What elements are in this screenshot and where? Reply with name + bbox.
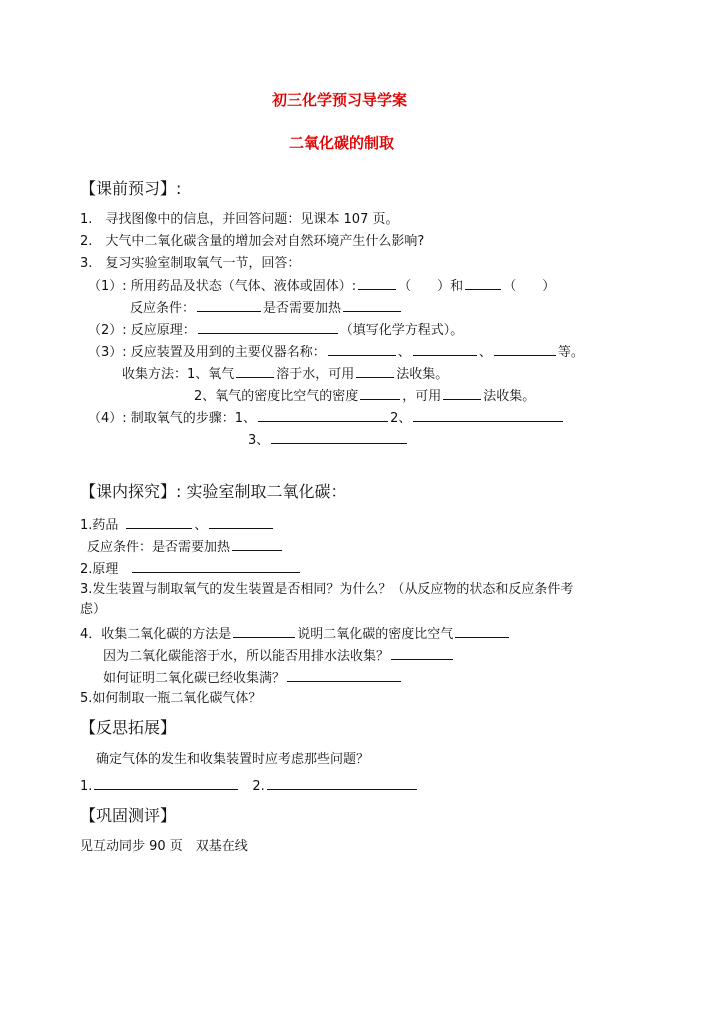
collect-text: 法收集。 — [483, 389, 536, 404]
answer-blank[interactable] — [443, 388, 481, 400]
answer-blank[interactable] — [360, 388, 400, 400]
answer-blank[interactable] — [328, 344, 396, 356]
page-title: 初三化学预习导学案 — [272, 91, 408, 109]
question-1: 1. 寻找图像中的信息，并回答问题：见课本 107 页。 — [80, 212, 399, 227]
q3-1-text: （ ）和 — [398, 279, 464, 294]
answer-blank[interactable] — [391, 648, 453, 660]
answer-blank[interactable] — [465, 278, 501, 290]
q3-4-step2: 2、 — [390, 411, 412, 426]
page-subtitle: 二氧化碳的制取 — [289, 134, 395, 152]
answer-blank[interactable] — [455, 626, 509, 638]
answer-blank[interactable] — [132, 561, 300, 573]
q3-3-end: 等。 — [557, 345, 584, 360]
explore-3-line-2: 虑） — [80, 602, 107, 617]
answer-blank[interactable] — [494, 344, 556, 356]
reflect-answer-1-label: 1. — [80, 779, 93, 794]
reflect-question: 确定气体的发生和收集装置时应考虑那些问题？ — [96, 752, 370, 767]
q3-3-sep: 、 — [478, 345, 492, 360]
explore-3-line-1: 3.发生装置与制取氧气的发生装置是否相同？为什么？（从反应物的状态和反应条件考 — [80, 582, 574, 597]
answer-blank[interactable] — [233, 626, 295, 638]
explore-1-line — [80, 517, 275, 532]
question-3-3-collect-1 — [122, 366, 448, 381]
q3-1-text: （ ） — [503, 279, 556, 294]
question-2: 2. 大气中二氧化碳含量的增加会对自然环境产生什么影响? — [80, 234, 425, 249]
answer-blank[interactable] — [271, 432, 407, 444]
q3-3-sep: 、 — [397, 345, 411, 360]
answer-blank[interactable] — [197, 300, 261, 312]
q3-1-condition-label: 反应条件： — [130, 301, 196, 316]
question-3-4-line — [88, 410, 565, 425]
answer-blank[interactable] — [236, 366, 274, 378]
section-preview-heading: 【课前预习】: — [80, 179, 182, 198]
explore-2-line — [80, 561, 302, 576]
section-explore-heading: 【课内探究】: 实验室制取二氧化碳： — [80, 482, 347, 501]
answer-blank[interactable] — [343, 300, 401, 312]
question-3-3-collect-2 — [194, 388, 535, 403]
q3-2-hint: （填写化学方程式）。 — [339, 323, 464, 338]
answer-blank[interactable] — [413, 410, 563, 422]
answer-blank[interactable] — [209, 517, 273, 529]
reflect-answer-2-label: 2. — [252, 779, 265, 794]
answer-blank[interactable] — [94, 778, 238, 790]
explore-1-condition-line — [87, 539, 284, 554]
question-3-2-line — [88, 322, 463, 337]
collect-label: 收集方法：1、氧气 — [122, 367, 235, 382]
section-assess-heading: 【巩固测评】 — [80, 806, 177, 825]
explore-1-condition-label: 反应条件：是否需要加热 — [87, 540, 231, 555]
explore-5-line: 5.如何制取一瓶二氧化碳气体？ — [80, 691, 262, 706]
answer-blank[interactable] — [356, 366, 394, 378]
q3-1-heat-label: 是否需要加热 — [263, 301, 342, 316]
explore-1-label: 1.药品 — [80, 518, 119, 533]
explore-1-sep: 、 — [194, 518, 208, 533]
question-3: 3. 复习实验室制取氧气一节，回答： — [80, 256, 301, 271]
explore-4-line — [80, 626, 511, 641]
answer-blank[interactable] — [198, 322, 338, 334]
q3-4-label: （4）: 制取氧气的步骤：1、 — [88, 411, 257, 426]
explore-4-label: 4．收集二氧化碳的方法是 — [80, 627, 232, 642]
reflect-answers-line — [80, 778, 419, 793]
collect-text: 溶于水，可用 — [276, 367, 355, 382]
answer-blank[interactable] — [126, 517, 192, 529]
assess-text: 见互动同步 90 页 双基在线 — [80, 839, 248, 854]
q3-4-step3: 3、 — [248, 433, 270, 448]
question-3-3-line — [88, 344, 584, 359]
explore-4-text: 说明二氧化碳的密度比空气 — [297, 627, 454, 642]
question-3-1-line — [88, 278, 555, 293]
collect-text: ，可用 — [402, 389, 442, 404]
explore-2-label: 2.原理 — [80, 562, 119, 577]
question-3-4-step3-line — [248, 432, 409, 447]
answer-blank[interactable] — [413, 344, 477, 356]
collect-text: 法收集。 — [396, 367, 449, 382]
explore-4-full-text: 如何证明二氧化碳已经收集满？ — [103, 671, 286, 686]
collect-label: 2、氧气的密度比空气的密度 — [194, 389, 359, 404]
q3-2-label: （2）: 反应原理： — [88, 323, 196, 338]
answer-blank[interactable] — [287, 670, 401, 682]
answer-blank[interactable] — [267, 778, 417, 790]
answer-blank[interactable] — [258, 410, 388, 422]
explore-4-water-text: 因为二氧化碳能溶于水，所以能否用排水法收集？ — [103, 649, 390, 664]
q3-1-label: （1）: 所用药品及状态（气体、液体或固体）: — [88, 279, 357, 294]
question-3-1-condition-line — [130, 300, 403, 315]
explore-4-water-line — [103, 648, 455, 663]
section-reflect-heading: 【反思拓展】 — [80, 718, 177, 737]
explore-4-full-line — [103, 670, 403, 685]
answer-blank[interactable] — [232, 539, 282, 551]
q3-3-label: （3）: 反应装置及用到的主要仪器名称： — [88, 345, 326, 360]
answer-blank[interactable] — [358, 278, 396, 290]
